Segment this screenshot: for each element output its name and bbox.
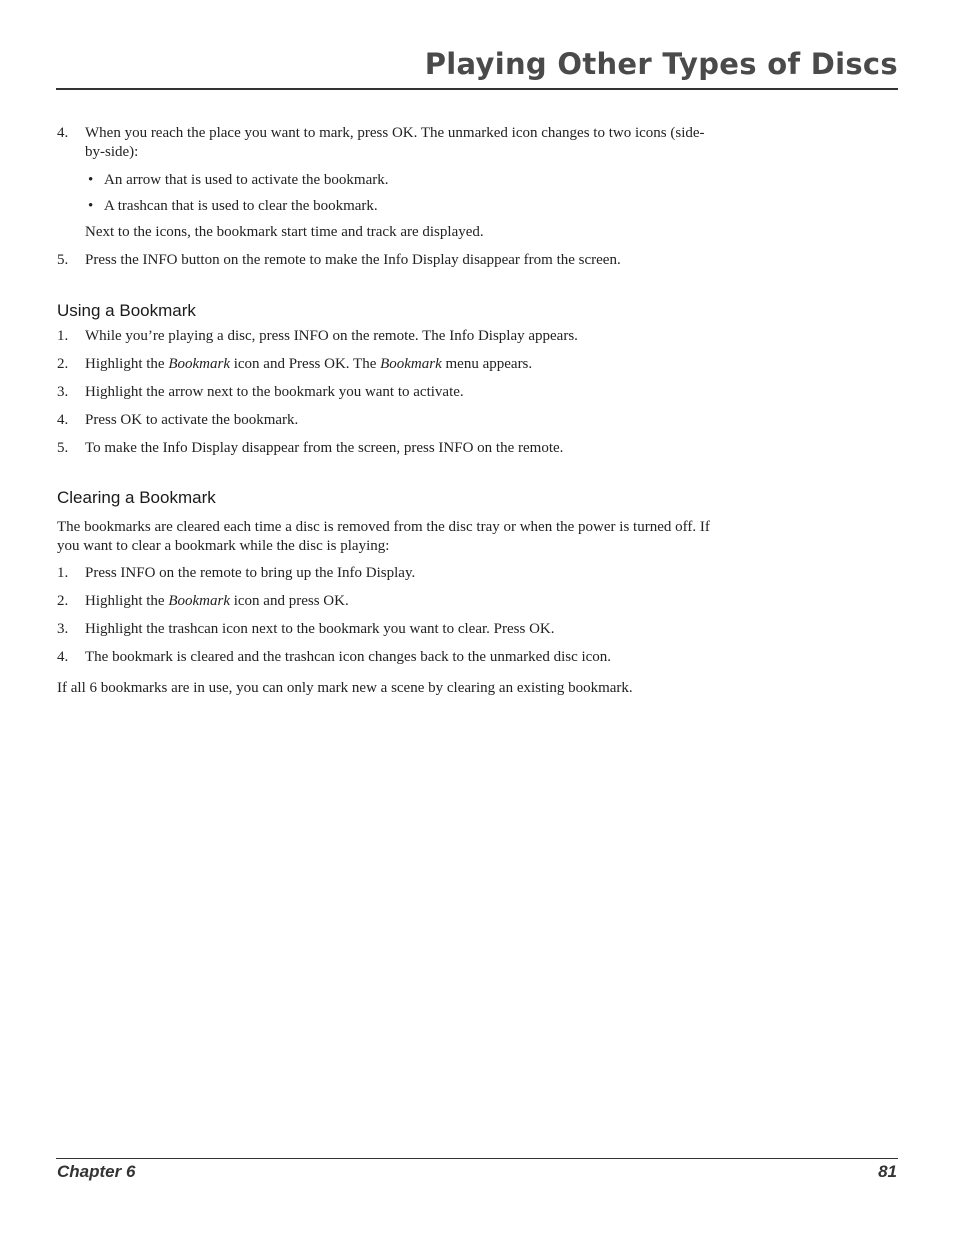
step-text: Highlight the Bookmark icon and Press OK. The Bookmark menu appears. <box>85 356 533 372</box>
bullet-icon: • <box>88 198 94 214</box>
step-text: Press the INFO button on the remote to make the Info Display disappear from the screen. <box>85 252 621 268</box>
step-number: 4. <box>57 412 69 428</box>
step-text: Highlight the arrow next to the bookmark you want to activate. <box>85 384 464 400</box>
step-number: 2. <box>57 593 69 609</box>
bookmark-term: Bookmark <box>380 356 442 372</box>
step-number: 3. <box>57 621 69 637</box>
bookmark-term: Bookmark <box>168 356 230 372</box>
step-number: 2. <box>57 356 69 372</box>
bullet-icon: • <box>88 172 94 188</box>
section-intro: The bookmarks are cleared each time a disc is removed from the disc tray or when the power is turned off. If you want to clear a bookmark while the disc is playing: <box>57 519 710 554</box>
step-text: When you reach the place you want to mark, press OK. The unmarked icon changes to two icons (side-by-side): <box>85 125 705 160</box>
header-rule <box>56 88 898 90</box>
closing-note: If all 6 bookmarks are in use, you can only mark new a scene by clearing an existing bookmark. <box>57 680 633 696</box>
step-text: Press OK to activate the bookmark. <box>85 412 299 428</box>
step-number: 4. <box>57 125 69 141</box>
page-number: 81 <box>878 1162 897 1181</box>
page-title: Playing Other Types of Discs <box>424 47 898 81</box>
step-text: While you’re playing a disc, press INFO on the remote. The Info Display appears. <box>85 328 578 344</box>
step-number: 1. <box>57 565 69 581</box>
bullet-text: A trashcan that is used to clear the bookmark. <box>104 198 378 214</box>
step-number: 5. <box>57 440 69 456</box>
step-number: 3. <box>57 384 69 400</box>
bullet-text: An arrow that is used to activate the bookmark. <box>104 172 389 188</box>
step-text: Highlight the Bookmark icon and press OK. <box>85 593 349 609</box>
step-number: 1. <box>57 328 69 344</box>
step-text: To make the Info Display disappear from the screen, press INFO on the remote. <box>85 440 564 456</box>
step-text: Highlight the trashcan icon next to the bookmark you want to clear. Press OK. <box>85 621 555 637</box>
step-number: 5. <box>57 252 69 268</box>
section-heading-using: Using a Bookmark <box>57 301 196 320</box>
bookmark-term: Bookmark <box>168 593 230 609</box>
footer-rule <box>56 1158 898 1159</box>
step-text: The bookmark is cleared and the trashcan icon changes back to the unmarked disc icon. <box>85 649 612 665</box>
step-note: Next to the icons, the bookmark start time and track are displayed. <box>85 224 484 240</box>
section-heading-clearing: Clearing a Bookmark <box>57 488 216 507</box>
step-number: 4. <box>57 649 69 665</box>
chapter-label: Chapter 6 <box>57 1162 136 1181</box>
step-text: Press INFO on the remote to bring up the Info Display. <box>85 565 416 581</box>
